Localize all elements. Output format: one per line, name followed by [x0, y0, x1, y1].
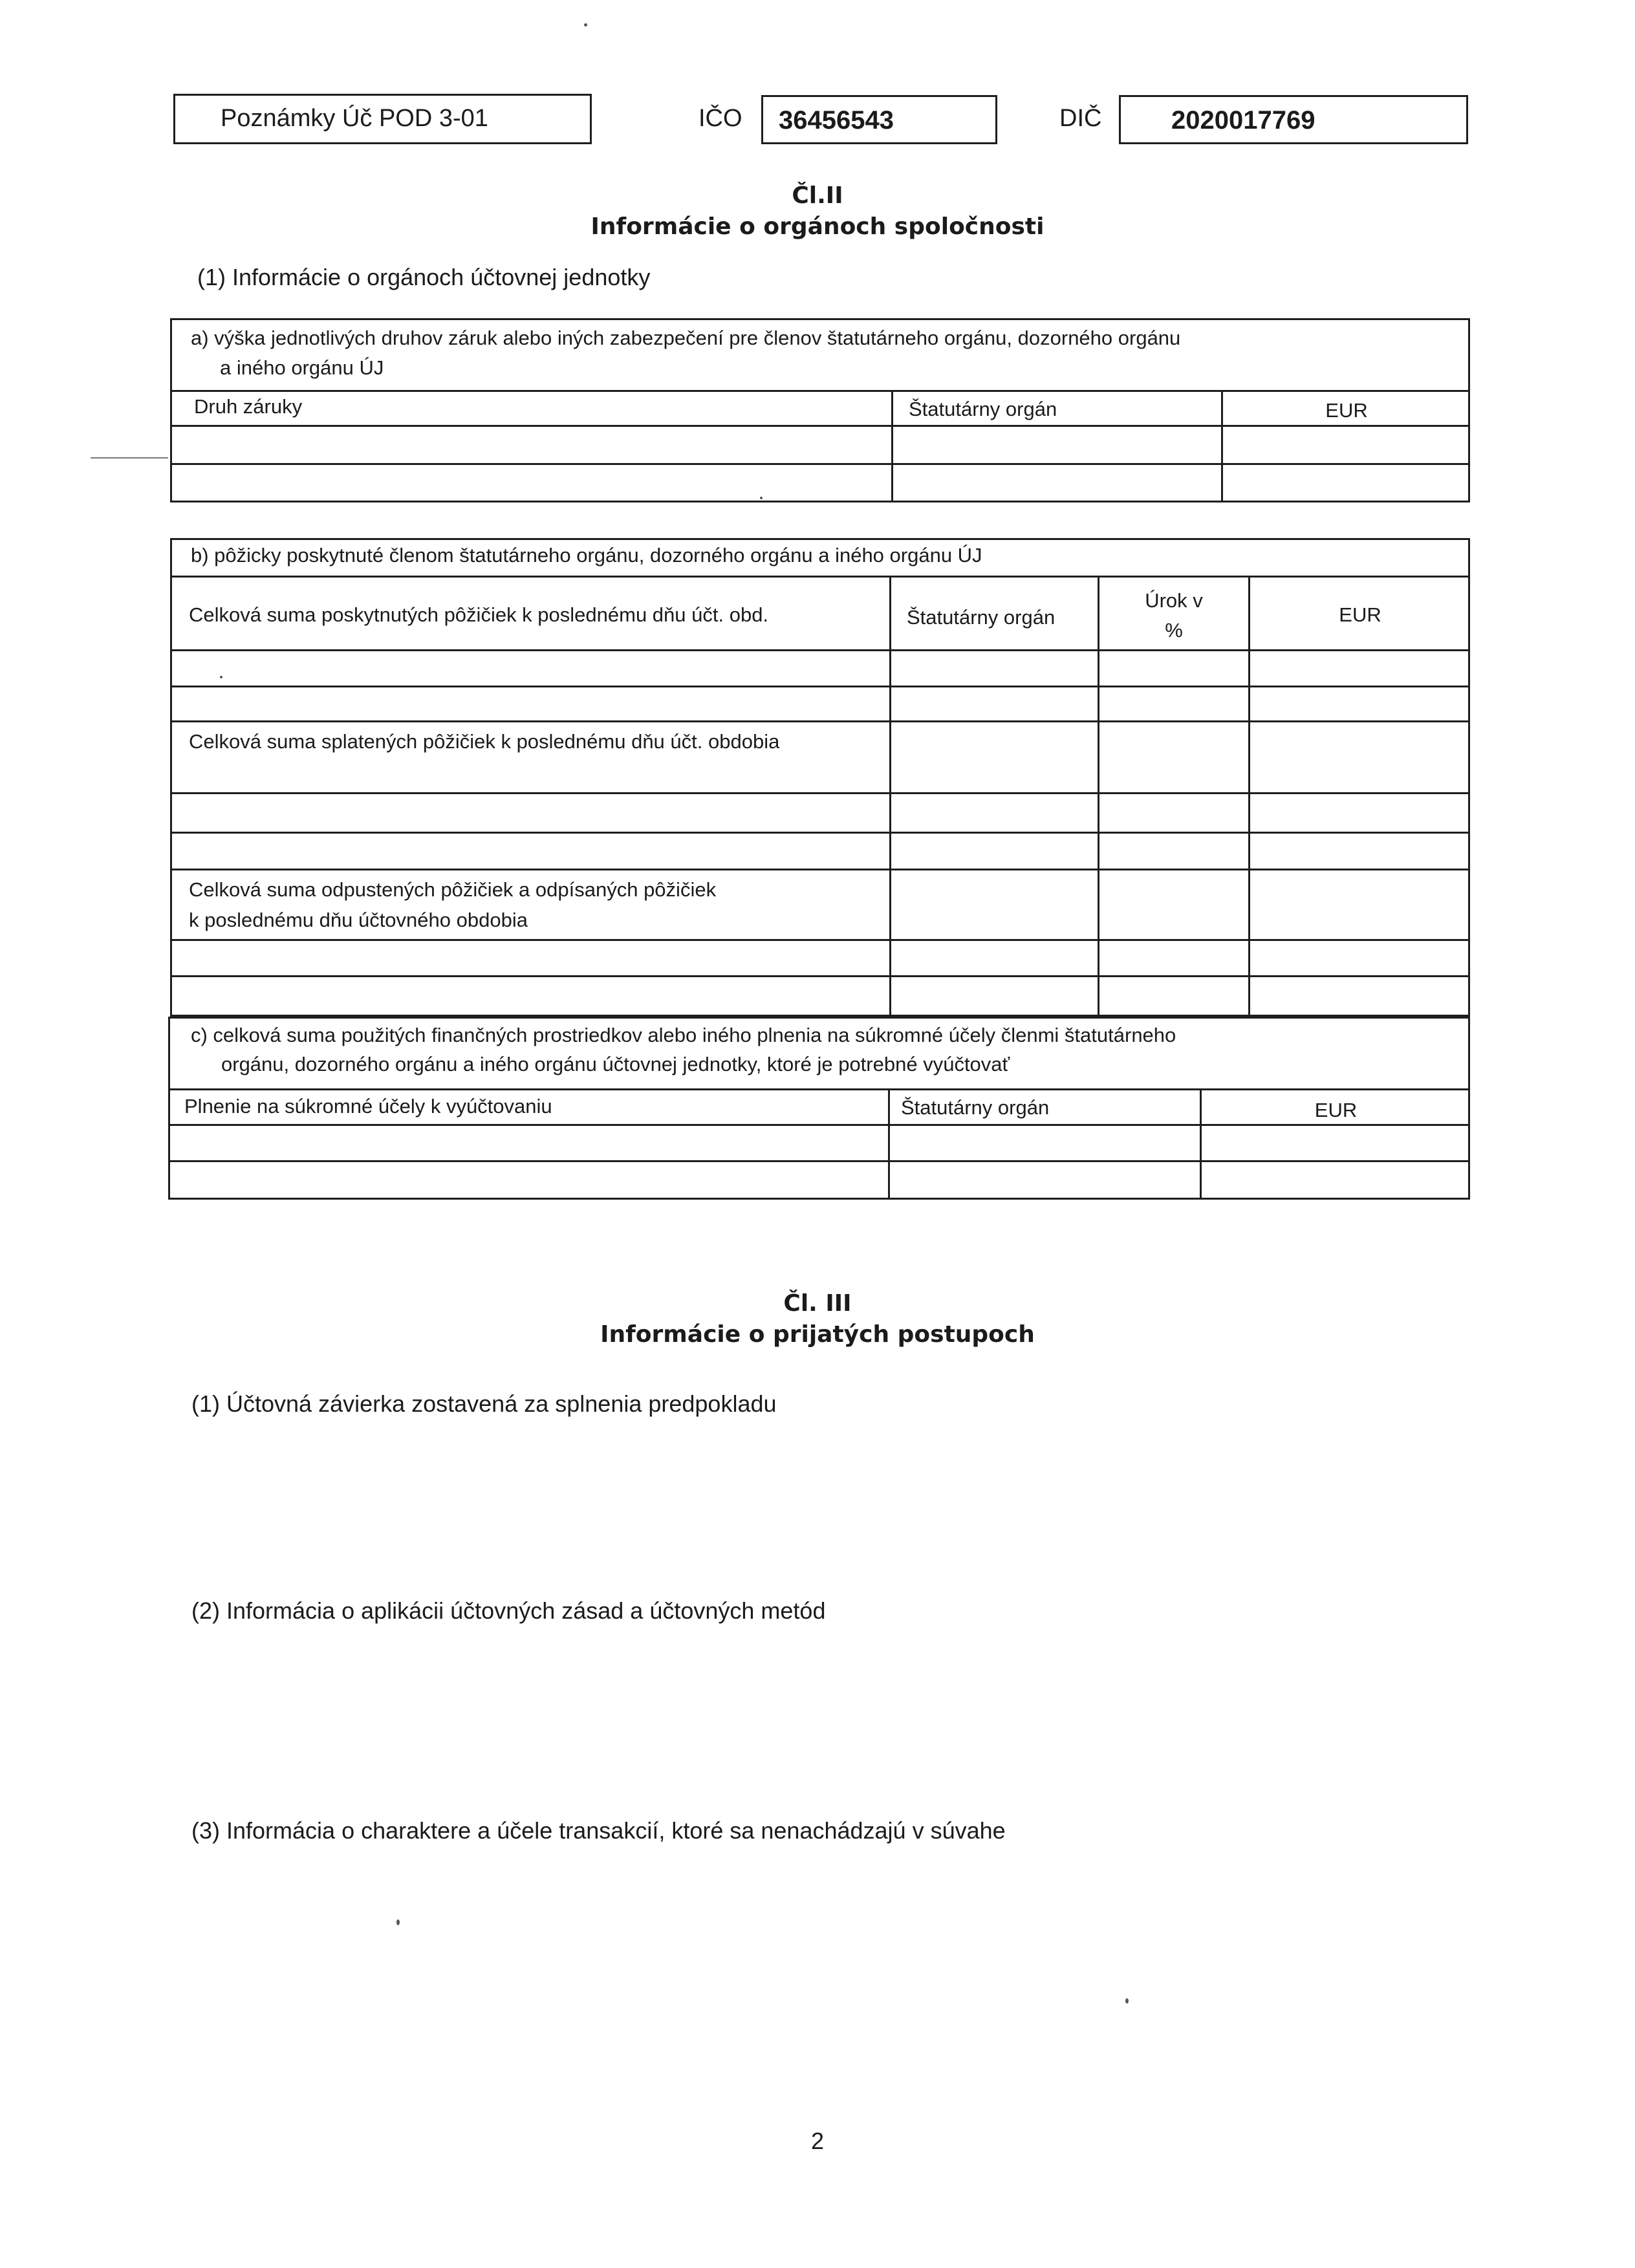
table-b-rule [170, 792, 1470, 794]
form-id-box [173, 94, 592, 144]
table-b-col-statutory-body: Štatutárny orgán [907, 606, 1056, 629]
dic-label: DIČ [1059, 105, 1102, 132]
table-a-col-eur: EUR [1325, 399, 1368, 422]
table-c-caption-line1: c) celková suma použitých finančných prostriedkov alebo iného plnenia na súkromné účely členmi štatutárneho [191, 1024, 1176, 1046]
form-id-label: Poznámky Úč POD 3-01 [221, 105, 488, 132]
section-2-title: Informácie o orgánoch spoločnosti [590, 213, 1045, 240]
table-a-caption-line2: a iného orgánu ÚJ [220, 356, 384, 379]
table-b-rule [170, 686, 1470, 687]
table-c-col-divider [888, 1088, 890, 1200]
table-b-rule [170, 649, 1470, 651]
table-b-rule [170, 720, 1470, 722]
table-b-forgiven-line1: Celková suma odpustených pôžičiek a odpísaných pôžičiek [189, 878, 717, 901]
table-a-col-statutory-body: Štatutárny orgán [909, 398, 1057, 420]
section-3-number: Čl. III [783, 1290, 852, 1317]
table-b-col-divider [889, 576, 891, 1017]
section-3-item-2: (2) Informácia o aplikácii účtovných zásad a účtovných metód [191, 1597, 826, 1624]
table-c-col-eur: EUR [1314, 1099, 1358, 1121]
table-b-col-divider [1248, 576, 1250, 1017]
table-b-rule [170, 869, 1470, 870]
ico-label: IČO [698, 105, 742, 132]
section-2-number: Čl.II [792, 182, 843, 209]
table-c-rule [168, 1160, 1470, 1162]
section-2-item-1: (1) Informácie o orgánoch účtovnej jednotky [197, 264, 651, 290]
ico-value: 36456543 [779, 106, 894, 135]
dic-value: 2020017769 [1171, 106, 1316, 135]
table-c-caption-line2: orgánu, dozorného orgánu a iného orgánu účtovnej jednotky, ktoré je potrebné vyúčtovať [221, 1053, 1010, 1075]
scan-speck [1125, 1998, 1129, 2003]
dic-field [1119, 95, 1468, 144]
scan-speck [220, 676, 222, 678]
table-b-col-eur: EUR [1339, 603, 1381, 626]
page-number: 2 [810, 2128, 825, 2154]
table-b-col-interest-line1: Úrok v [1145, 589, 1203, 612]
table-b-rule [170, 939, 1470, 941]
ico-field [761, 95, 997, 144]
table-c-col-private-use: Plnenie na súkromné účely k vyúčtovaniu [184, 1095, 552, 1118]
scan-speck [760, 497, 763, 499]
table-b-repaid-label: Celková suma splatených pôžičiek k poslednému dňu účt. obdobia [189, 730, 780, 753]
table-a-caption-line1: a) výška jednotlivých druhov záruk alebo iných zabezpečení pre členov štatutárneho orgánu, dozorného orgánu [191, 327, 1181, 349]
table-c-rule [168, 1124, 1470, 1126]
scan-speck [584, 23, 587, 27]
table-b-caption: b) pôžicky poskytnuté členom štatutárneho orgánu, dozorného orgánu a iného orgánu ÚJ [191, 544, 982, 567]
section-3-item-1: (1) Účtovná závierka zostavená za splnenia predpokladu [191, 1390, 777, 1417]
table-c-rule [168, 1088, 1470, 1090]
table-a-rule [170, 425, 1470, 427]
table-b-rule [170, 576, 1470, 578]
table-a-col-divider [891, 390, 893, 502]
table-a-col-guarantee-type: Druh záruky [194, 395, 303, 418]
table-a-rule [170, 463, 1470, 465]
table-c-col-statutory-body: Štatutárny orgán [901, 1096, 1050, 1119]
scan-mark [91, 457, 168, 459]
section-3-item-3: (3) Informácia o charaktere a účele transakcií, ktoré sa nenachádzajú v súvahe [191, 1817, 1006, 1844]
table-b-rule [170, 975, 1470, 977]
table-b-forgiven-line2: k poslednému dňu účtovného obdobia [189, 909, 528, 931]
scan-speck [396, 1919, 400, 1925]
table-b-rule [170, 832, 1470, 834]
table-b-col-interest-line2: % [1165, 619, 1183, 642]
table-a-rule [170, 390, 1470, 392]
table-b-col-loans-granted: Celková suma poskytnutých pôžičiek k poslednému dňu účt. obd. [189, 603, 769, 626]
section-3-title: Informácie o prijatých postupoch [600, 1321, 1035, 1348]
